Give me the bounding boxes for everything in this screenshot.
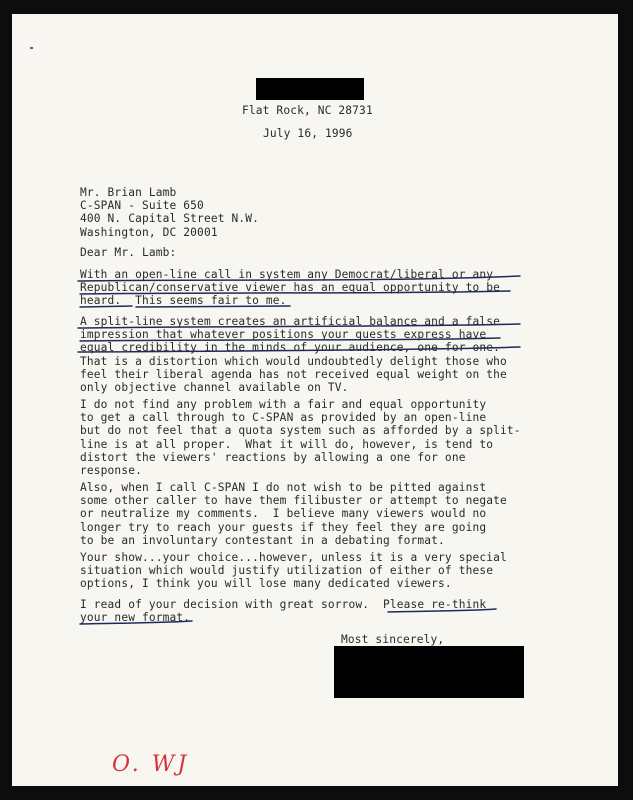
paragraph-4	[80, 481, 540, 547]
paragraph-line: Also, when I call C-SPAN I do not wish to be pitted against	[80, 481, 487, 494]
paragraph-line: your new format.	[80, 611, 191, 625]
paragraph-line: or neutralize my comments. I believe many viewers would no	[80, 507, 487, 521]
paragraph-line: to get a call through to C-SPAN as provided by an open-line	[80, 411, 487, 425]
paragraph-line: Your show...your choice...however, unless it is a very special	[80, 551, 507, 564]
paragraph-line: longer try to reach your guests if they feel they are going	[80, 520, 487, 534]
handwritten-note: O. WJ	[112, 752, 190, 777]
recipient-address	[80, 186, 540, 239]
paragraph-line: equal credibility in the minds of your audience, one for one.	[80, 341, 501, 355]
address-line: Mr. Brian Lamb	[80, 186, 177, 199]
salutation: Dear Mr. Lamb:	[80, 246, 177, 259]
paragraph-line: I read of your decision with great sorrow. Please re-think	[80, 598, 487, 611]
paragraph-line: response.	[80, 464, 142, 478]
paragraph-5	[80, 551, 540, 591]
address-line: C-SPAN - Suite 650	[80, 199, 204, 213]
paragraph-line: distort the viewers' reactions by allowing a one for one	[80, 450, 466, 464]
paragraph-2	[80, 315, 540, 394]
address-line: 400 N. Capital Street N.W.	[80, 212, 260, 226]
paragraph-line: impression that whatever positions your guests express have	[80, 328, 487, 342]
paragraph-line: line is at all proper. What it will do, however, is tend to	[80, 437, 494, 451]
address-line: Washington, DC 20001	[80, 225, 218, 239]
scan-speck	[30, 47, 33, 49]
paragraph-line: options, I think you will lose many dedicated viewers.	[80, 577, 452, 591]
paragraph-line: some other caller to have them filibuster or attempt to negate	[80, 494, 507, 508]
paragraph-line: but do not feel that a quota system such as afforded by a split-	[80, 424, 521, 438]
paragraph-line: only objective channel available on TV.	[80, 381, 349, 395]
paragraph-line: A split-line system creates an artificial balance and a false	[80, 315, 501, 328]
paragraph-3	[80, 398, 540, 477]
paragraph-line: Republican/conservative viewer has an equal opportunity to be	[80, 281, 501, 295]
paragraph-6	[80, 598, 540, 624]
sender-city: Flat Rock, NC 28731	[242, 104, 373, 117]
paragraph-line: That is a distortion which would undoubtedly delight those who	[80, 354, 507, 368]
paragraph-line: heard. This seems fair to me.	[80, 294, 287, 308]
redacted-sender-name	[256, 78, 364, 100]
letter-date: July 16, 1996	[263, 127, 353, 140]
paragraph-line: situation which would justify utilization of either of these	[80, 564, 494, 578]
paragraph-1	[80, 268, 540, 308]
closing: Most sincerely,	[341, 633, 445, 646]
paragraph-line: I do not find any problem with a fair and equal opportunity	[80, 398, 487, 411]
redacted-signature	[334, 646, 524, 698]
paragraph-line: to be an involuntary contestant in a debating format.	[80, 533, 445, 547]
paragraph-line: feel their liberal agenda has not received equal weight on the	[80, 367, 507, 381]
paragraph-line: With an open-line call in system any Democrat/liberal or any	[80, 268, 494, 281]
